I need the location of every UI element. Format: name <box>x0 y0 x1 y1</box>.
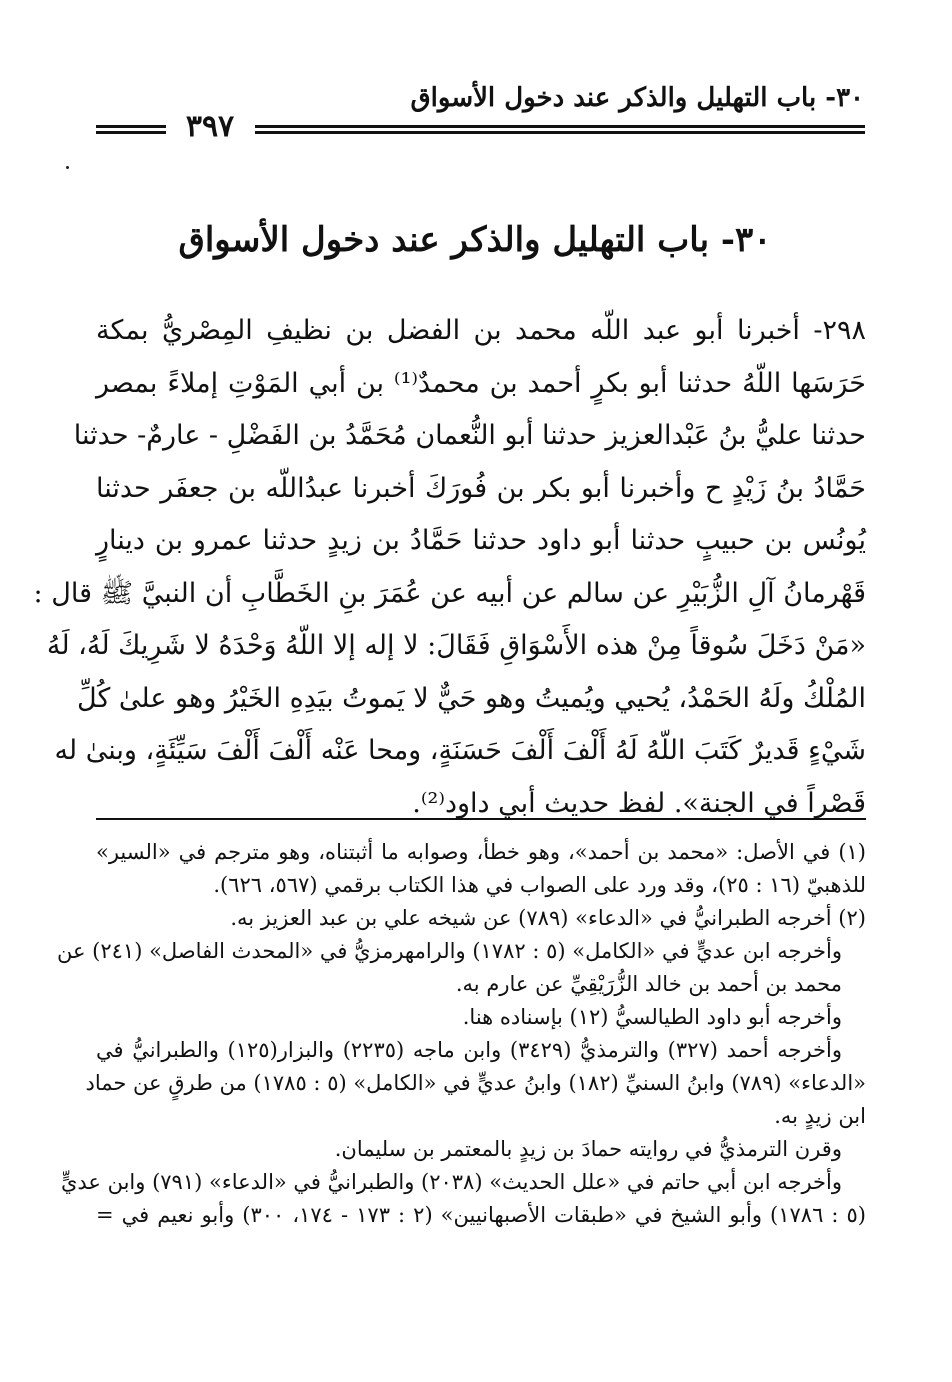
footnote-line: وأخرجه أحمد (٣٢٧) والترمذيُّ (٣٤٢٩) وابن ماجه (٢٢٣٥) والبزار(١٢٥) والطبرانيُّ في <box>96 1038 842 1062</box>
footnote-line: (٢) أخرجه الطبرانيُّ في «الدعاء» (٧٨٩) عن شيخه علي بن عبد العزيز به. <box>230 906 866 930</box>
hadith-line: ٢٩٨- أخبرنا أبو عبد اللّه محمد بن الفضل بن نظيفِ المِصْريُّ بمكة <box>96 315 866 346</box>
hadith-line: «مَنْ دَخَلَ سُوقاً مِنْ هذه الأَسْوَاقِ فَقَالَ: لا إله إلا اللّهُ وَحْدَهُ لا شَرِيكَ لَهُ، لَهُ <box>46 630 866 661</box>
hadith-line: شَيْءٍ قَديرٌ كَتَبَ اللّهُ لَهُ أَلْفَ أَلْفَ حَسَنَةٍ، ومحا عَنْه أَلْفَ أَلْفَ سَيِّئَةٍ، وبنىٰ له <box>54 735 866 766</box>
footnote-line: وأخرجه ابن أبي حاتم في «علل الحديث» (٢٠٣٨) والطبرانيُّ في «الدعاء» (٧٩١) وابن عديٍّ <box>60 1170 842 1194</box>
hadith-text <box>33 305 866 830</box>
hadith-line: المُلْكُ ولَهُ الحَمْدُ، يُحيي ويُميتُ وهو حَيٌّ لا يَموتُ بيَدِهِ الخَيْرُ وهو علىٰ كُلِّ <box>77 682 866 714</box>
hadith-line: حدثنا عليُّ بنُ عَبْدالعزيز حدثنا أبو النُّعمان مُحَمَّدُ بن الفَضْلِ - عارمٌ- حدثنا <box>73 420 866 451</box>
footnote-line: (١) في الأصل: «محمد بن أحمد»، وهو خطأ، وصوابه ما أثبتناه، وهو مترجم في «السير» <box>96 840 866 864</box>
footnote-separator <box>96 818 866 820</box>
footnote-line: وأخرجه أبو داود الطيالسيُّ (١٢) بإسناده هنا. <box>462 1005 842 1029</box>
running-header-title: ٣٠- باب التهليل والذكر عند دخول الأسواق <box>410 83 864 113</box>
footnote-line: وقرن الترمذيُّ في روايته حمادَ بن زيدٍ بالمعتمر بن سليمان. <box>334 1137 842 1161</box>
footnote-line: (٥ : ١٧٨٦) وأبو الشيخ في «طبقات الأصبهانيين» (٢ : ١٧٣ - ١٧٤، ٣٠٠) وأبو نعيم في = <box>96 1203 866 1227</box>
chapter-heading: ٣٠- باب التهليل والذكر عند دخول الأسواق <box>178 220 772 260</box>
page-number: ٣٩٧ <box>185 109 235 144</box>
header-rule-left <box>96 125 166 134</box>
header-rule-main <box>255 125 865 134</box>
hadith-line: حَرَسَها اللّهُ حدثنا أبو بكرٍ أحمد بن محمدٌ⁽¹⁾ بن أبي المَوْتِ إملاءً بمصر <box>96 367 866 399</box>
hadith-line: حَمَّادُ بنُ زَيْدٍ ح وأخبرنا أبو بكر بن فُورَكَ أخبرنا عبدُاللّه بن جعفَر حدثنا <box>96 472 866 504</box>
hadith-line: يُونُس بن حبيبٍ حدثنا أبو داود حدثنا حَمَّادُ بن زيدٍ حدثنا عمرو بن دينارٍ <box>96 525 866 556</box>
footnotes-section <box>56 836 866 1232</box>
footnote-line: «الدعاء» (٧٨٩) وابنُ السنيِّ (١٨٢) وابنُ عديٍّ في «الكامل» (٥ : ١٧٨٥) من طرقٍ عن حماد <box>85 1071 866 1095</box>
hadith-line: قَصْراً في الجنة». لفظ حديث أبي داود⁽²⁾. <box>412 787 866 819</box>
footnote-line: وأخرجه ابن عديٍّ في «الكامل» (٥ : ١٧٨٢) والرامهرمزيُّ في «المحدث الفاصل» (٢٤١) عن <box>56 939 842 963</box>
hadith-line: قَهْرمانُ آلِ الزُّبَيْرِ عن سالم عن أبيه عن عُمَرَ بنِ الخَطَّابِ أن النبيَّ ﷺ قال : <box>33 577 866 609</box>
footnote-line: ابن زيدٍ به. <box>774 1104 866 1128</box>
footnote-line: محمد بن أحمد بن خالد الزُّرَيْقِيِّ عن عارم به. <box>455 972 842 996</box>
footnote-line: للذهبيّ (١٦ : ٢٥)، وقد ورد على الصواب في هذا الكتاب برقمي (٥٦٧، ٦٢٦). <box>213 873 866 897</box>
scan-dot <box>66 166 69 169</box>
